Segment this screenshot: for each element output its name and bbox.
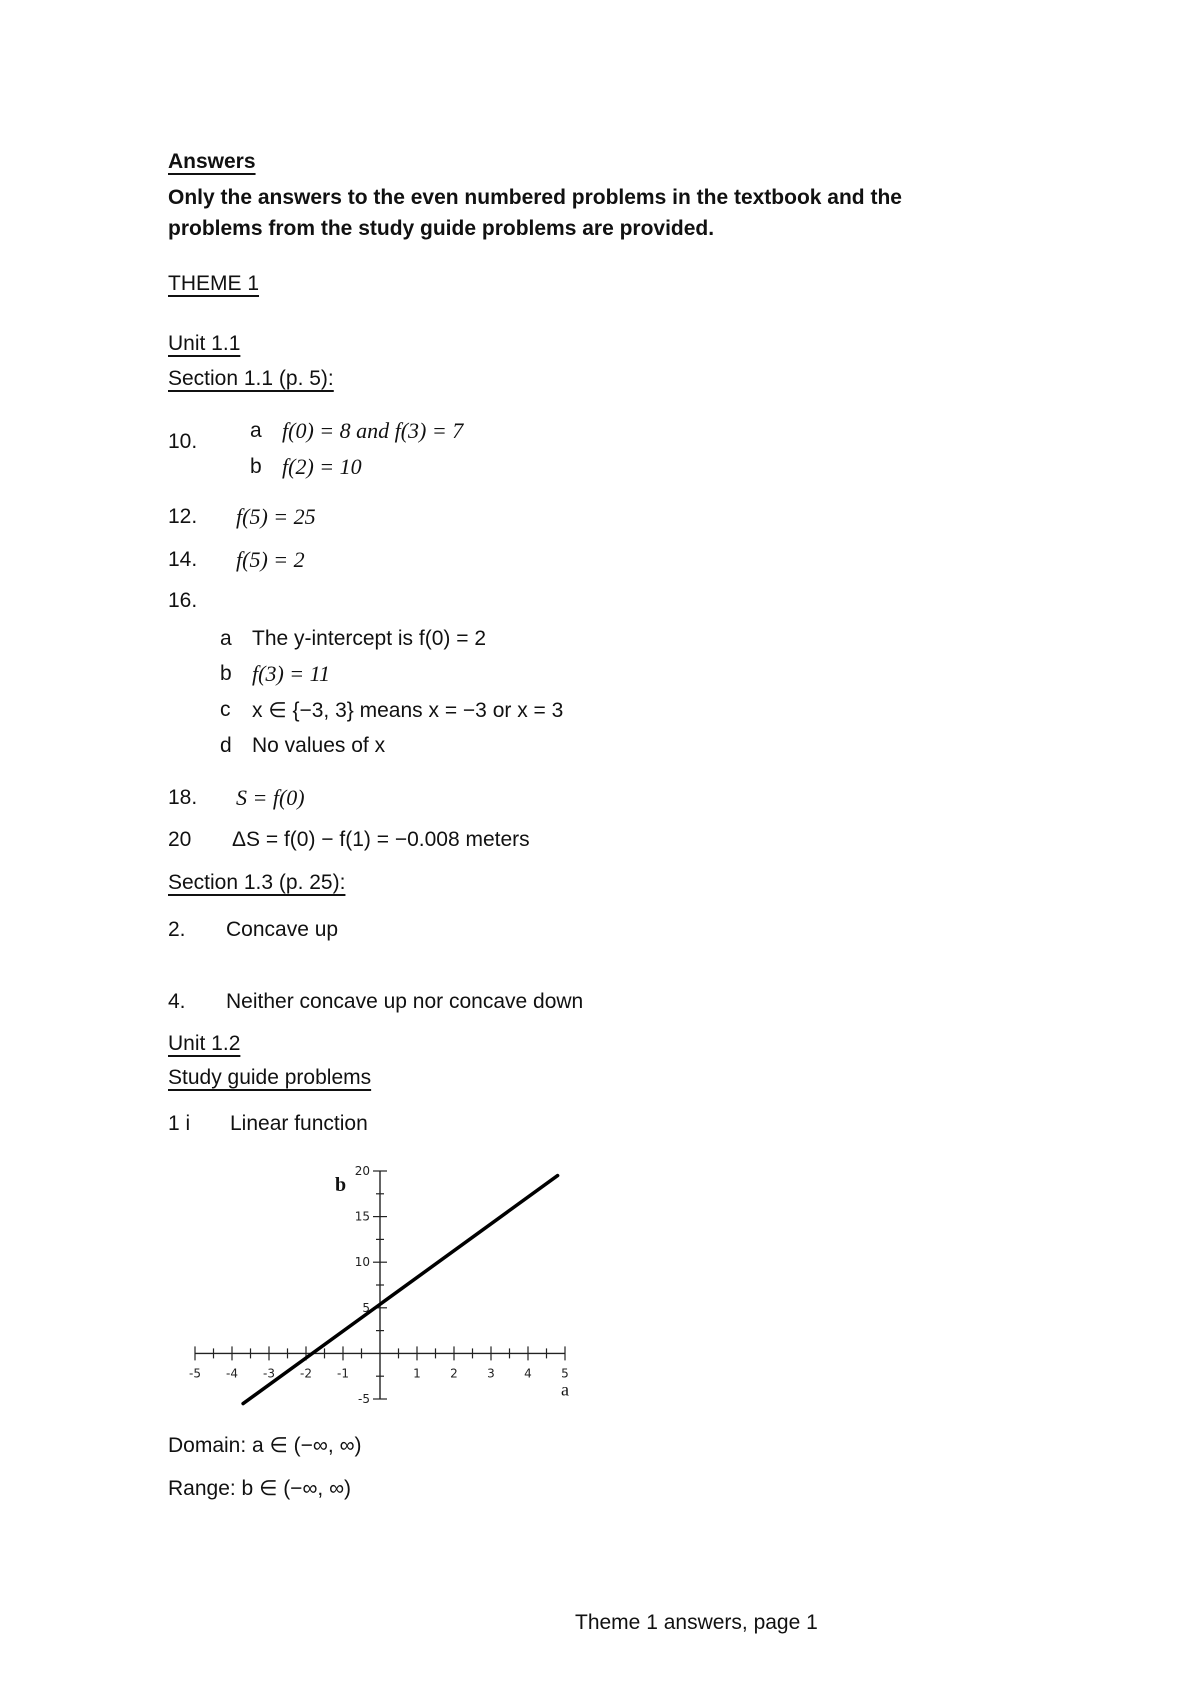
intro-text-line-1: Only the answers to the even numbered problems in the textbook and the (168, 186, 902, 209)
y-tick-label: -5 (358, 1392, 370, 1406)
x-axis-label: a (561, 1379, 569, 1400)
problem-10a-letter: a (250, 419, 262, 442)
problem-16-number: 16. (168, 589, 198, 612)
unit-1-1-heading: Unit 1.1 (168, 332, 241, 355)
problem-16b-answer: f(3) = 11 (252, 661, 330, 686)
y-tick-label: 20 (354, 1164, 370, 1178)
x-tick-label: -4 (226, 1366, 238, 1381)
page-footer: Theme 1 answers, page 1 (575, 1611, 818, 1634)
problem-12-answer: f(5) = 25 (236, 504, 316, 529)
section-1-3-problem-4-answer: Neither concave up nor concave down (226, 990, 584, 1013)
domain-answer: Domain: a ∈ (−∞, ∞) (168, 1434, 362, 1457)
problem-12-number: 12. (168, 505, 198, 528)
x-tick-label: 3 (487, 1366, 495, 1381)
study-guide-heading: Study guide problems (168, 1066, 372, 1089)
problem-18-answer: S = f(0) (236, 785, 305, 810)
problem-10-number: 10. (168, 430, 198, 453)
problem-20-number: 20 (168, 828, 192, 851)
problem-16a-answer: The y-intercept is f(0) = 2 (252, 627, 487, 650)
x-tick-label: 5 (561, 1366, 569, 1381)
problem-14-answer: f(5) = 2 (236, 547, 305, 572)
problem-14-number: 14. (168, 548, 198, 571)
problem-10b-answer: f(2) = 10 (282, 454, 362, 479)
linear-function-graph (180, 1155, 580, 1420)
problem-16c-answer: x ∈ {−3, 3} means x = −3 or x = 3 (252, 699, 564, 722)
range-answer: Range: b ∈ (−∞, ∞) (168, 1477, 352, 1500)
x-tick-label: -5 (189, 1366, 201, 1381)
problem-18-number: 18. (168, 786, 198, 809)
x-tick-label: 4 (524, 1366, 532, 1381)
theme-heading: THEME 1 (168, 272, 260, 295)
section-1-1-heading: Section 1.1 (p. 5): (168, 367, 334, 390)
problem-16a-letter: a (220, 627, 232, 650)
x-tick-label: 1 (413, 1366, 421, 1381)
x-tick-label: -2 (300, 1366, 312, 1381)
section-1-3-problem-2-answer: Concave up (226, 918, 339, 941)
problem-10a-answer: f(0) = 8 and f(3) = 7 (282, 418, 464, 443)
series-line-0 (243, 1176, 557, 1404)
y-tick-label: 10 (354, 1255, 370, 1270)
section-1-3-problem-2-number: 2. (168, 918, 186, 941)
unit-1-2-heading: Unit 1.2 (168, 1032, 241, 1055)
problem-1i-number: 1 i (168, 1112, 191, 1135)
problem-20-answer: ΔS = f(0) − f(1) = −0.008 meters (232, 828, 530, 851)
intro-text-line-2: problems from the study guide problems are provided. (168, 217, 715, 240)
x-tick-label: -3 (263, 1366, 275, 1381)
y-axis-label: b (335, 1174, 347, 1196)
problem-16b-letter: b (220, 662, 232, 685)
problem-16d-answer: No values of x (252, 734, 386, 757)
section-1-3-heading: Section 1.3 (p. 25): (168, 871, 346, 894)
problem-16c-letter: c (220, 698, 231, 721)
problem-1i-answer: Linear function (230, 1112, 368, 1135)
y-tick-label: 5 (362, 1300, 370, 1315)
x-tick-label: 2 (450, 1366, 458, 1381)
x-tick-label: -1 (337, 1366, 349, 1381)
page-title: Answers (168, 150, 256, 173)
y-tick-label: 15 (354, 1209, 370, 1224)
problem-16d-letter: d (220, 734, 232, 757)
problem-10b-letter: b (250, 455, 262, 478)
section-1-3-problem-4-number: 4. (168, 990, 186, 1013)
